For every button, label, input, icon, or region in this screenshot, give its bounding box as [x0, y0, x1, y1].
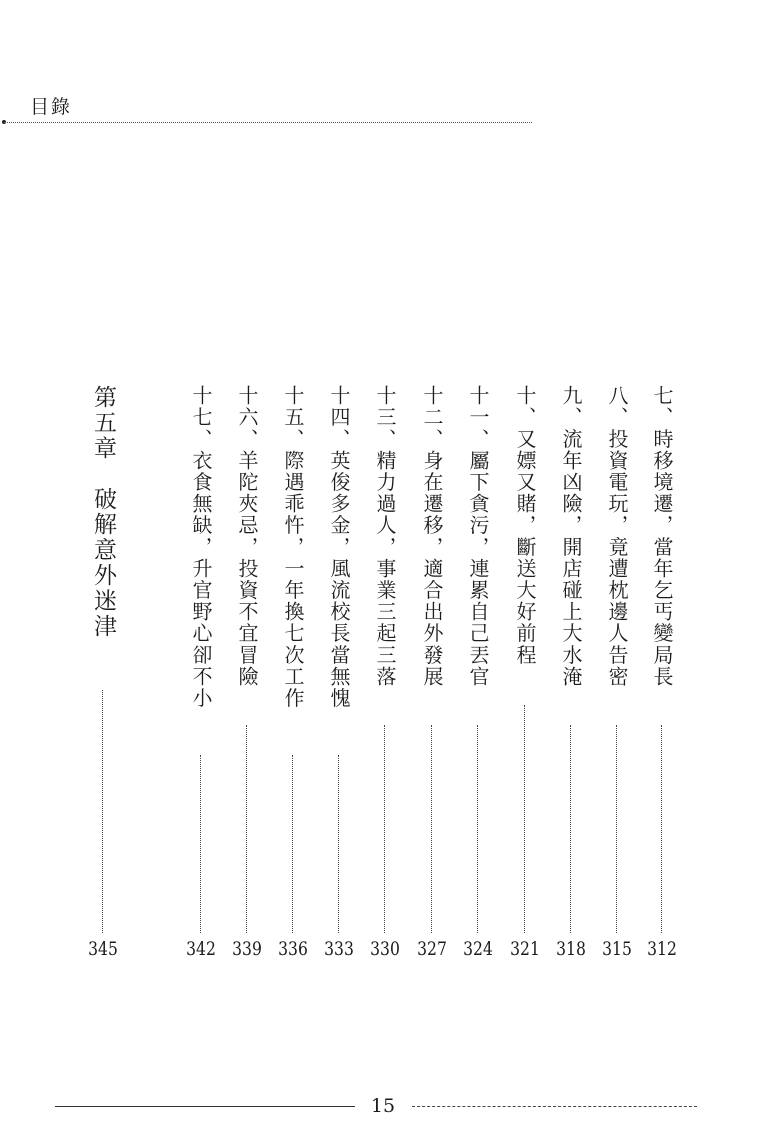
toc-leader-dots: [524, 705, 525, 933]
toc-entry-page: 339: [232, 938, 262, 960]
toc-entry-page: 327: [417, 938, 447, 960]
toc-entry-page: 336: [278, 938, 308, 960]
toc-entry[interactable]: [278, 0, 308, 1147]
footer-rule-left: [55, 1106, 355, 1107]
toc-leader-dots: [102, 690, 103, 933]
toc-leader-dots: [616, 725, 617, 933]
toc-entry-title: 七、時移境遷，當年乞丐變局長: [650, 385, 674, 688]
toc-entry-title: 十、又嫖又賭，斷送大好前程: [513, 385, 537, 666]
toc-entry[interactable]: [510, 0, 540, 1147]
toc-entry-title: 九、流年凶險，開店碰上大水淹: [559, 385, 583, 688]
toc-entry-title: 十五、際遇乖忤，一年換七次工作: [281, 385, 305, 709]
toc-entry-page: 333: [324, 938, 354, 960]
toc-chapter-page: 345: [88, 938, 118, 960]
footer-page-number: 15: [370, 1095, 396, 1117]
toc-entry-page: 321: [510, 938, 540, 960]
toc-entry-title: 十一、屬下貪污，連累自己丟官: [466, 385, 490, 688]
toc-entry[interactable]: [602, 0, 632, 1147]
toc-entry-page: 324: [463, 938, 493, 960]
toc-leader-dots: [200, 755, 201, 933]
toc-entry[interactable]: [324, 0, 354, 1147]
toc-leader-dots: [338, 755, 339, 933]
toc-entry[interactable]: [186, 0, 216, 1147]
toc-entry-page: 342: [186, 938, 216, 960]
toc-entry[interactable]: [463, 0, 493, 1147]
toc-entry-page: 312: [647, 938, 677, 960]
toc-leader-dots: [384, 725, 385, 933]
header-rule: [4, 122, 532, 123]
toc-entry-title: 十二、身在遷移，適合出外發展: [420, 385, 444, 688]
toc-chapter-title: 第五章 破解意外迷津: [90, 385, 116, 639]
toc-entry[interactable]: [556, 0, 586, 1147]
toc-leader-dots: [477, 725, 478, 933]
toc-entry-title: 八、投資電玩，竟遭枕邊人告密: [605, 385, 629, 688]
toc-entry-title: 十四、英俊多金，風流校長當無愧: [327, 385, 351, 709]
toc-entry-page: 330: [370, 938, 400, 960]
page-header-title: 目錄: [30, 96, 73, 118]
toc-entry[interactable]: [417, 0, 447, 1147]
toc-entry-page: 318: [556, 938, 586, 960]
toc-entry-title: 十七、衣食無缺，升官野心卻不小: [189, 385, 213, 709]
toc-leader-dots: [246, 725, 247, 933]
toc-entry[interactable]: [232, 0, 262, 1147]
toc-entry-page: 315: [602, 938, 632, 960]
toc-entry[interactable]: [370, 0, 400, 1147]
footer-rule-right: [412, 1106, 697, 1107]
toc-entry[interactable]: [647, 0, 677, 1147]
toc-leader-dots: [570, 725, 571, 933]
toc-leader-dots: [292, 755, 293, 933]
toc-leader-dots: [431, 725, 432, 933]
toc-entry-title: 十六、羊陀夾忌，投資不宜冒險: [235, 385, 259, 688]
toc-entry-title: 十三、精力過人，事業三起三落: [373, 385, 397, 688]
toc-leader-dots: [661, 725, 662, 933]
toc-chapter-entry[interactable]: [88, 0, 118, 1147]
